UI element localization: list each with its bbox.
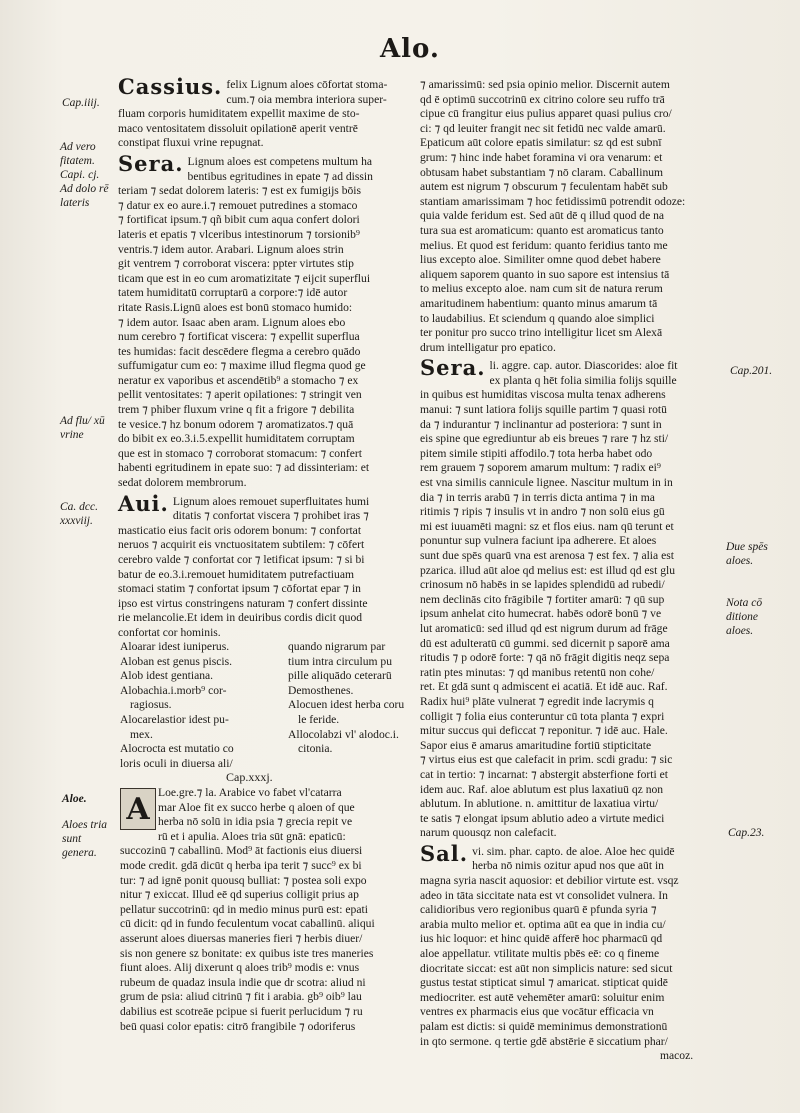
paragraph-continuation [420,78,720,355]
decorated-initial: A [120,788,156,830]
text-line: to laudabilius. Et sciendum q quando aloe simplici [420,311,655,325]
text-line: ditatis ⁊ confortat viscera ⁊ prohibet iras ⁊ [172,509,369,523]
text-line: rem grauem ⁊ soporem amarum multum: ⁊ radix ei⁹ [420,461,661,475]
text-line: quia valde feridum est. Sed aūt dē q illud quod de na [420,209,665,223]
text-line: macoz. [660,1049,694,1063]
text-line: te vesice.⁊ hz bonum odorem ⁊ aromatizatos.⁊ quā [118,417,354,431]
text-line: ventris.⁊ idem autor. Arabari. Lignum aloes strin [118,242,344,256]
text-line: ventres ex pharmacis eius que vocātur efficacia vn [420,1005,654,1019]
text-line: to melius excepto aloe. nam cum sit de natura rerum [420,282,663,296]
margin-note-right-1: Cap.201. [730,365,773,377]
text-line: beū quasi color epatis: citrō frangibile ⁊ odoriferus [120,1019,356,1033]
text-line: autem est nigrum ⁊ obscurum ⁊ feculentam habēt sub [420,180,668,194]
text-line: gustus testat stipticat simul ⁊ amaricat. stipticat quidē [420,976,668,990]
text-line: neratur ex vaporibus et ascendētib⁹ a stomacho ⁊ ex [118,373,359,387]
text-line: est vna similis cannicule lignee. Nascitur multum in in [420,476,673,490]
glossary-left [120,640,280,771]
text-line: masticatio eius facit oris odorem bonum: ⁊ confortat [118,523,362,537]
glossary-entry: Alocuen idest herba coru [288,698,405,712]
text-line: herba nō nimis ozitur apud nos que aūt in [472,859,664,873]
glossary-entry: Allocolabzi vl' alodoc.i. [288,727,399,741]
text-line: Lignum aloes remouet superfluitates humi [172,494,370,508]
text-line: li. aggre. cap. autor. Diascorides: aloe fit [489,359,678,373]
text-line: sedat dolorem membrorum. [118,476,247,490]
aloe-article [120,786,412,1034]
text-line: grum: ⁊ hinc inde habet foramina vi ora venarum: et [420,150,663,164]
text-line: manui: ⁊ sunt latiora folijs squille partim ⁊ quasi rotū [420,403,667,417]
text-line: amaritudinem habentium: quanto minus amarum tā [420,296,658,310]
text-line: dabilius est scotreāe pcipue si fuerit perlucidum ⁊ ru [120,1004,363,1018]
text-line: mediocriter. est autē vehemēter amarū: soluitur enim [420,990,665,1004]
text-line: Loe.gre.⁊ la. Arabice vo fabet vl'catarra [158,786,342,799]
text-line: ter ponitur pro succo trino intelligitur licet sm Alexā [420,326,663,340]
text-line: sis non genere sz bonitate: ex quibus iste tres maneries [120,946,374,960]
glossary-entry: Demosthenes. [288,683,354,697]
text-line: asserunt aloes diuersas maneries fieri ⁊ herbis diuer/ [120,931,363,945]
text-line: diocritate siccat: est aūt non simplicis nature: sed sicut [420,961,673,975]
glossary-entry: Aloarar idest iuniperus. [120,640,230,653]
glossary-entry: mex. [130,727,153,741]
margin-note-left-2: Ad vero fitatem. Capi. cj. Ad dolo rē lateris [60,141,109,209]
text-line: mitur succus qui deficcat ⁊ reponitur. ⁊ idē auc. Hale. [420,724,668,738]
text-line: trem ⁊ phiber fluxum vrine q fit a frigore ⁊ debilita [118,403,355,417]
text-line: ⁊ amarissimū: sed psia opinio melior. Discernit autem [420,78,670,91]
text-line: ⁊ virtus eius est que calefacit in prim. scdi gradu: ⁊ sic [420,753,673,767]
chapter-heading: Cap.xxxj. [226,770,273,784]
text-line: ritimis ⁊ ripis ⁊ insulis vt in andro ⁊ non solū eius gū [420,505,665,519]
text-line: herba nō solū in idia psia ⁊ grecia repit ve [158,815,353,829]
text-line: in qto sermone. q tertie gdē abstērie ē siccatium phar/ [420,1034,668,1048]
text-line: stantiam amarissimam ⁊ hoc fetidissimū potrendit odoze: [420,194,686,208]
text-line: suffumigatur cum eo: ⁊ maxime illud flegma quod ge [118,359,366,373]
text-line: cat in tertio: ⁊ incarnat: ⁊ abstergit absterfione forti et [420,767,668,781]
text-line: eis spine que egrediuntur ab eis breues ⁊ rare ⁊ hz sti/ [420,432,669,446]
text-line: lius excepto aloe. Similiter omne quod debet habere [420,253,661,267]
text-line: ponuntur sup vulnera faciunt ipa adherere. Et aloes [420,534,657,548]
text-line: ritate Rasis.Lignū aloes est bonū stomaco humido: [118,300,353,314]
margin-note-right-4: Cap.23. [728,827,765,839]
text-line: cipue cū frangitur eius pulius apparet quasi pulius cro/ [420,107,672,121]
glossary-entry: Alobachia.i.morb⁹ cor- [120,683,227,697]
text-line: fiunt aloes. Alij dixerunt q aloes trib⁹ modis e: vnus [120,961,360,975]
text-line: ⁊ idem autor. Isaac aben aram. Lignum aloes ebo [118,315,346,329]
text-line: tatem humiditatū corruptarū a corpore:⁊ idē autor [118,286,348,300]
glossary-right [288,640,418,757]
text-line: habenti egritudinem in epate suo: ⁊ ad dissinteriam: et [118,461,370,475]
text-line: lut aromaticū: sed illud qd est nigrum durum ad frāge [420,621,668,635]
text-line: lateris et epatis ⁊ vlceribus intestinorum ⁊ torsionib⁹ [118,227,360,241]
text-line: git ventrem ⁊ corroborat viscera: ppter virtutes stip [118,257,354,271]
text-line: confortat cor hominis. [118,625,221,639]
text-line: ticam que est in eo cum aromatizitate ⁊ eijcit superflui [118,271,371,285]
text-line: stomaci statim ⁊ confortat ipsum ⁊ cōfortat epar ⁊ in [118,582,361,596]
text-line: fluam corporis humiditatem expellit maxime de sto- [118,107,360,121]
paragraph-sera [118,150,408,491]
text-line: ritudis ⁊ p odorē forte: ⁊ qā nō frāgit digitis neqz sepa [420,651,670,665]
text-line: calidioribus vero regionibus quarū ē pfunda syria ⁊ [420,903,657,917]
text-line: idem auc. Raf. aloe ablutum est plus laxatiuū qz non [420,782,664,796]
paragraph-sal [420,840,720,1064]
text-line: pzarica. illud aūt aloe qd melius est: est illud qd est glu [420,563,676,577]
text-line: te satis ⁊ elongat ipsum ablutio adeo a virtute medici [420,811,665,825]
glossary-entry: ragiosus. [130,698,172,712]
text-line: ablutum. In ablutione. n. amittitur de laxatiua virtu/ [420,797,659,811]
text-line: narum quousqz non calefacit. [420,826,557,840]
paragraph-lead: Aui. [118,490,169,516]
text-line: pitem simile stipiti affodilo.⁊ tota herba habet odo [420,446,653,460]
glossary-entry: Alocrocta est mutatio co [120,742,234,756]
margin-note-left-1: Cap.iiij. [62,97,100,109]
paragraph-sera-right [420,355,720,841]
text-line: pellit ventositates: ⁊ aperit opilationes: ⁊ stringit ven [118,388,362,402]
text-line: constipat fluxui vrine repugnat. [118,136,264,150]
text-line: rie melancolie.Et idem in deuiribus cordis dicit quod [118,611,363,625]
text-line: colligit ⁊ folia eius conteruntur cū tota planta ⁊ expri [420,709,665,723]
text-line: nitur ⁊ exiccat. Illud eē qd superius colligit prius ap [120,888,359,902]
paragraph-aui [118,490,408,641]
text-line: rū et i apulia. Aloes tria sūt gnā: epaticū: [158,829,346,843]
text-line: melius. Et quod est feridum: quanto feridius tanto me [420,238,668,252]
text-line: do bibit ex eo.3.i.5.expellit humiditatem corruptam [118,432,355,446]
text-line: Epaticum aūt colore epatis similatur: sz qd est subnī [420,136,662,150]
text-line: num cerebro ⁊ fortificat viscera: ⁊ expellit superflua [118,330,360,344]
text-line: mar Aloe fit ex succo herbe q aloen of que [158,800,355,814]
text-line: crinosum nō habēs in se lapides splendidū ad rubedi/ [420,578,665,592]
text-line: bentibus egritudines in epate ⁊ ad dissin [187,169,373,183]
text-line: tur: ⁊ ad ignē ponit quousq bulliat: ⁊ postea soli expo [120,873,367,887]
text-line: nem declinās cito frāgibile ⁊ fortiter amarū: ⁊ qū sup [420,592,665,606]
text-line: teriam ⁊ sedat dolorem lateris: ⁊ est ex fumigijs bōis [118,184,362,198]
text-line: grum de psia: aliud citrinū ⁊ fit i arabia. gb⁹ oib⁹ lau [120,990,362,1004]
text-line: aloe appellatur. vtilitate multis pbēs eē: co q fineme [420,947,660,961]
text-line: adeo in tāta siccitate nata est vt consolidet vulnera. In [420,888,668,902]
text-line: mode credit. gdā dicūt q herba ipa terit ⁊ succ⁹ ex bi [120,858,362,872]
text-line: ratin ptes minutas: ⁊ qd manibus retentū non cohe/ [420,665,655,679]
right-column [420,78,720,1068]
text-line: mi est iuuamēti magni: sz et flos eius. nam qū terunt et [420,519,674,533]
margin-note-right-3: Nota cō ditione aloes. [726,597,763,637]
text-line: Radix hui⁹ plāte vulnerat ⁊ egredit inde lacrymis q [420,694,654,708]
text-line: vi. sim. phar. capto. de aloe. Aloe hec quidē [472,844,675,858]
text-line: obtusam habet substantiam ⁊ nō claram. Caballinum [420,165,664,179]
margin-note-left-5: Aloe. [62,793,87,805]
glossary-entry: tium intra circulum pu [288,654,392,668]
text-line: magna syria nascit aquosior: et debilior virtute est. vsqz [420,874,679,888]
text-line: cū dicit: qd in fundo feculentum vocat caballinū. aliqui [120,917,375,931]
text-line: ⁊ datur ex eo aure.i.⁊ remouet putredines a stomaco [118,198,358,212]
text-line: succozinū ⁊ caballinū. Mod⁹ āt factionis eius diuersi [120,844,363,858]
text-line: Lignum aloes est competens multum ha [187,154,373,168]
text-line: drum intelligatur pro epatico. [420,340,556,354]
glossary-entry: pille aliquādo ceterarū [288,669,392,683]
text-line: Sapor eius ē amarus amaritudine fortiū stipticitate [420,738,652,752]
text-line: maco ventositatem dissoluit opilationē aperit ventrē [118,121,358,135]
text-line: dia ⁊ in terris arabū ⁊ in terris dicta antima ⁊ in ma [420,490,655,504]
paragraph-cassius [118,74,408,151]
text-line: aliquem saporem quanto in suo sapore est intensius tā [420,267,670,281]
text-line: da ⁊ indurantur ⁊ inclinantur ad posteriora: ⁊ sunt in [420,417,662,431]
glossary-entry: Aloban est genus piscis. [120,654,233,668]
glossary-entry: loris oculi in diuersa ali/ [120,756,233,770]
text-line: ex planta q hēt folia similia folijs squille [489,373,677,387]
text-line: in quibus est humiditas viscosa multa tenax adherens [420,388,666,402]
text-line: ci: ⁊ qd leuiter frangit nec sit fetidū nec valde amarū. [420,121,666,135]
page-header-title: Alo. [380,34,440,64]
paragraph-lead: Cassius. [118,74,223,99]
paragraph-lead: Sera. [420,355,486,381]
text-line: sunt due spēs quarū vna est arenosa ⁊ est fex. ⁊ alia est [420,549,674,562]
margin-note-left-3: Ad flu/ xū vrine [60,415,105,441]
text-line: neruos ⁊ acquirit eis vnctuositatem subtilem: ⁊ cōfert [118,538,365,552]
margin-note-left-6: Aloes tria sunt genera. [62,819,108,859]
text-line: ipsum anhelat cito humecrat. habēs odorē bonū ⁊ ve [420,607,662,621]
text-line: palam est dictis: si quidē meminimus demonstrationū [420,1020,668,1033]
text-line: dū est adulteratū cū gummi. sed dicernit p saporē ama [420,636,670,650]
left-column [118,74,408,645]
glossary-entry: Alob idest gentiana. [120,669,214,683]
text-line: tes humidas: facit descēdere flegma a cerebro quādo [118,344,361,358]
text-line: ius hic loquor: et hinc quidē afferē hoc pharmacū qd [420,932,663,946]
text-line: batur de eo.3.i.remouet humiditatem putrefactiuam [118,567,354,581]
text-line: pellatur succotrinū: qd in medio minus purū est: epati [120,902,368,916]
text-line: felix Lignum aloes cōfortat stoma- [226,78,388,91]
glossary-entry: le feride. [298,712,340,726]
text-line: ret. Et gdā sunt q admiscent ei acatiā. Et idē auc. Raf. [420,680,668,694]
text-line: que est in stomaco ⁊ corroborat stomacum: ⁊ confert [118,446,362,460]
text-line: qd ē optimū succotrinū ex citrino colore seu ruffo trā [420,92,665,106]
text-line: ⁊ fortificat ipsum.⁊ qñ bibit cum aqua confert dolori [118,213,360,227]
text-line: rubeum de quadaz insula indie que dr scotra: aliud ni [120,975,366,989]
paragraph-lead: Sera. [118,150,184,176]
glossary-entry: Alocarelastior idest pu- [120,712,229,726]
margin-note-right-2: Due spēs aloes. [726,541,768,567]
glossary-entry: citonia. [298,742,333,756]
margin-note-left-4: Ca. dcc. xxxviij. [60,501,99,527]
text-line: cum.⁊ oia membra interiora super- [226,92,387,106]
text-line: ipso est virtus constringens naturam ⁊ confert dissinte [118,596,368,610]
text-line: cerebro valde ⁊ confortat cor ⁊ letificat ipsum: ⁊ si bi [118,553,365,566]
paragraph-lead: Sal. [420,840,469,866]
aloe-article-head [158,786,412,830]
text-line: arabia multo melior et. optima aūt ea que in india cu/ [420,917,666,931]
text-line: tura sua est aromaticum: quanto est aromaticus tanto [420,223,664,237]
glossary-entry: quando nigrarum par [288,640,386,653]
